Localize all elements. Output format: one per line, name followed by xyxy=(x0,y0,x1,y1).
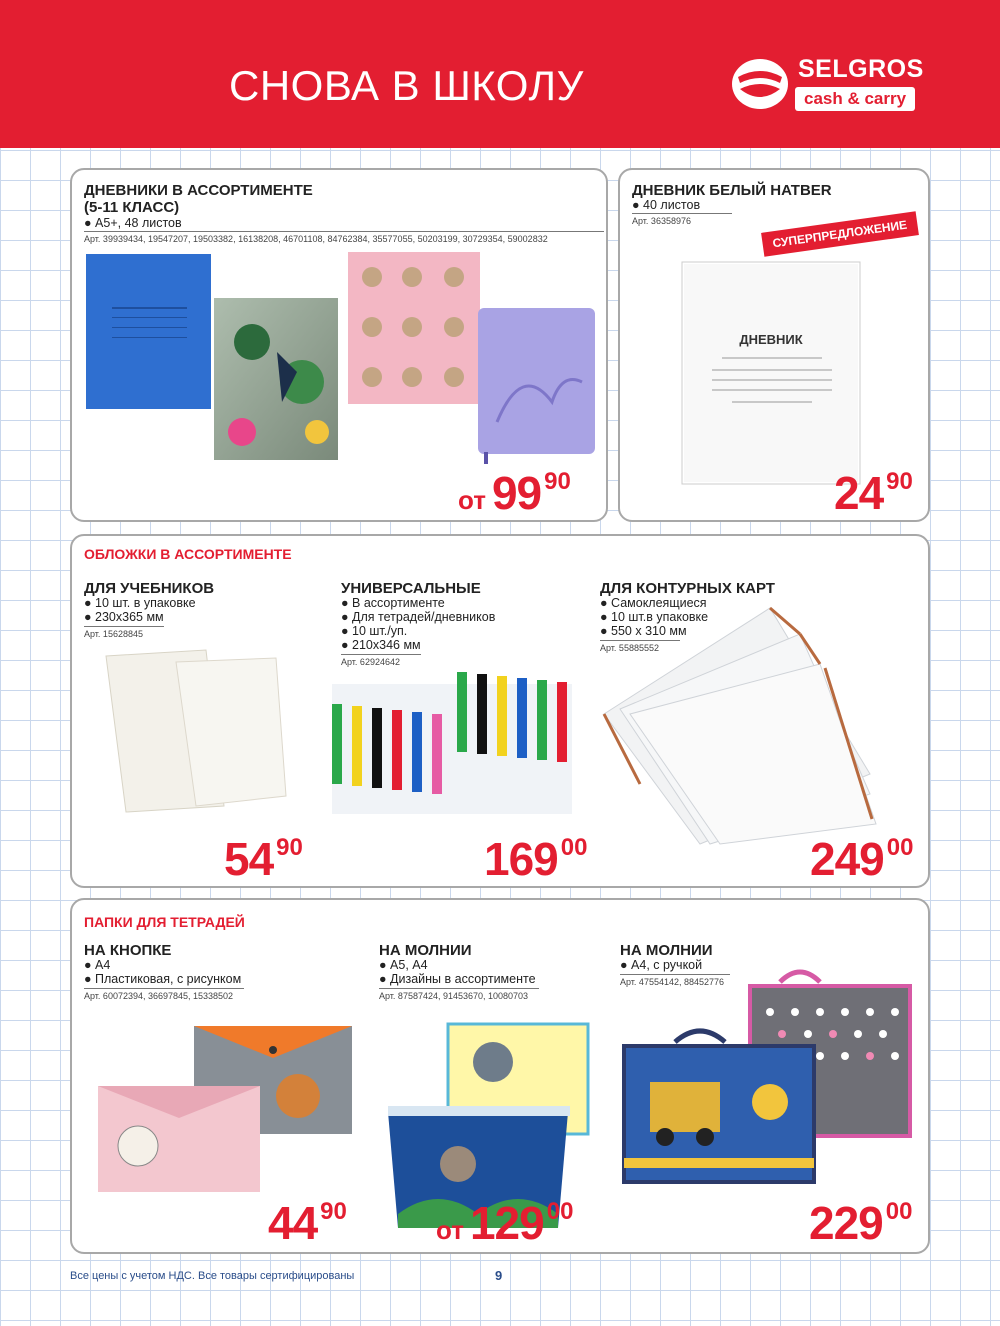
hatber-title: ДНЕВНИК БЕЛЫЙ HATBER xyxy=(632,182,832,199)
folder-item-title: НА МОЛНИИ xyxy=(620,942,713,959)
covers-section-title: ОБЛОЖКИ В АССОРТИМЕНТЕ xyxy=(84,546,292,562)
price-main: 99 xyxy=(491,467,542,519)
diaries-title-line2: (5-11 КЛАСС) xyxy=(84,199,180,216)
brand-subtitle: cash & carry xyxy=(795,87,915,111)
universal-cover-image xyxy=(322,664,582,834)
selgros-logo-icon xyxy=(730,57,790,111)
cover-item-bullets: ● В ассортименте ● Для тетрадей/дневников ● 10 шт./уп. ● 210х346 мм xyxy=(341,596,496,652)
price-cents: 90 xyxy=(886,468,913,495)
cover-item-price: 54 90 xyxy=(224,833,303,885)
hatber-price xyxy=(834,466,913,520)
brand-name: SELGROS xyxy=(798,55,924,83)
price-cents: 90 xyxy=(544,468,571,495)
diaries-panel xyxy=(70,168,608,522)
folder-item-price: 229 00 xyxy=(809,1197,913,1249)
hatber-cover-text: ДНЕВНИК xyxy=(739,332,803,347)
hatber-product-image xyxy=(682,262,862,486)
folder-item-art: Арт. 87587424, 91453670, 10080703 xyxy=(379,988,539,1001)
diaries-price xyxy=(458,466,571,520)
folder-item-price: 44 90 xyxy=(268,1197,347,1249)
cover-item-bullets: ● Самоклеящиеся ● 10 шт.в упаковке ● 550 х 310 мм xyxy=(600,596,709,638)
super-offer-badge: СУПЕРПРЕДЛОЖЕНИЕ xyxy=(761,211,918,256)
cover-item-art: Арт. 55885552 xyxy=(600,640,680,653)
page-header xyxy=(0,0,1000,148)
folder-item-bullets: ● А4, с ручкой xyxy=(620,958,703,972)
hatber-bullet: ● 40 листов xyxy=(632,198,701,212)
handle-folder-image xyxy=(620,962,920,1192)
textbook-cover-image xyxy=(86,646,296,816)
cover-item-art: Арт. 15628845 xyxy=(84,626,164,639)
page-title: СНОВА В ШКОЛУ xyxy=(229,62,584,109)
cover-item-art: Арт. 62924642 xyxy=(341,654,421,667)
cover-item-price: 169 00 xyxy=(484,833,588,885)
folder-item-title: НА МОЛНИИ xyxy=(379,942,472,959)
diaries-title-line1: ДНЕВНИКИ В АССОРТИМЕНТЕ xyxy=(84,182,313,199)
diaries-bullet: ● А5+, 48 листов xyxy=(84,216,182,230)
folder-item-title: НА КНОПКЕ xyxy=(84,942,172,959)
cover-item-bullets: ● 10 шт. в упаковке ● 230х365 мм xyxy=(84,596,196,624)
price-main: 24 xyxy=(834,467,884,519)
folder-item-bullets: ● А4 ● Пластиковая, с рисунком xyxy=(84,958,242,986)
diaries-title xyxy=(84,182,313,216)
footer-note: Все цены с учетом НДС. Все товары сертифицированы xyxy=(70,1270,355,1282)
folder-item-art: Арт. 47554142, 88452776 xyxy=(620,974,730,987)
selgros-logo xyxy=(730,55,930,115)
price-prefix: от xyxy=(458,485,486,515)
contour-map-cover-image xyxy=(600,604,880,844)
folders-panel xyxy=(70,898,930,1254)
cover-item-title: ДЛЯ КОНТУРНЫХ КАРТ xyxy=(600,580,775,597)
folders-section-title: ПАПКИ ДЛЯ ТЕТРАДЕЙ xyxy=(84,914,245,930)
button-folder-image xyxy=(98,1026,358,1196)
page-number: 9 xyxy=(495,1268,503,1283)
diaries-art: Арт. 39939434, 19547207, 19503382, 16138208, 46701108, 84762384, 35577055, 50203199, 30729354, 59002832 xyxy=(84,231,604,244)
folder-item-price: от 129 00 xyxy=(436,1197,574,1249)
hatber-art: Арт. 36358976 xyxy=(632,213,732,226)
covers-panel xyxy=(70,534,930,888)
hatber-panel xyxy=(618,168,930,522)
cover-item-title: ДЛЯ УЧЕБНИКОВ xyxy=(84,580,215,597)
diaries-product-image xyxy=(82,252,612,472)
zip-folder-image xyxy=(378,1014,598,1214)
folder-item-bullets: ● А5, А4 ● Дизайны в ассортименте xyxy=(379,958,536,986)
cover-item-title: УНИВЕРСАЛЬНЫЕ xyxy=(341,580,481,597)
cover-item-price: 249 00 xyxy=(810,833,914,885)
folder-item-art: Арт. 60072394, 36697845, 15338502 xyxy=(84,988,244,1001)
